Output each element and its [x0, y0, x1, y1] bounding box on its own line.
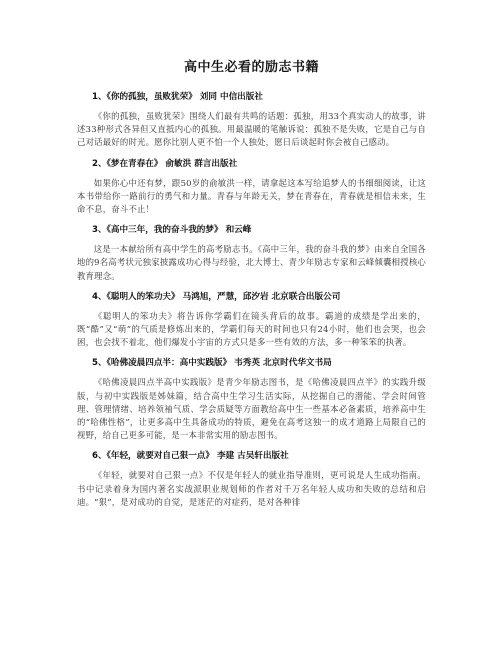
book-item-2 [77, 157, 426, 217]
book-item-6 [77, 449, 426, 509]
book-heading: 1、《你的孤独，虽败犹荣》 刘同 中信出版社 [92, 92, 263, 102]
book-heading: 3、《高中三年，我的奋斗我的梦》 和云峰 [92, 225, 252, 236]
book-description: 《哈佛凌晨四点半高中实践版》是青少年励志图书，是《哈佛凌晨四点半》的实践升级版，与初中实践版是姊妹篇，结合高中生学习生活实际，从挖掘自己的潜能、学会时间管理、管理情绪、培养领袖气质、学会质疑等方面教给高中生一些基本必备素质，培养高中生的“哈佛性格”，让更多高中生具备成功的特质，避免在高考这独一的成才道路上局限自己的视野，给自己更多可能，是一本非常实用的励志图书。 [77, 377, 426, 441]
book-description: 《聪明人的笨功夫》将告诉你学霸们在镜头背后的故事。霸道的成绩是学出来的，既“酷”又“萌”的气质是修炼出来的，学霸们每天的时间也只有24小时，他们也会哭，也会困，也会找不着北，他们爆发小宇宙的方式只是多一些有效的方法，多一种笨笨的执著。 [77, 310, 426, 348]
book-description: 这是一本献给所有高中学生的高考励志书。《高中三年，我的奋斗我的梦》由来自全国各地的9名高考状元独家披露成功心得与经验，北大博士、青少年励志专家和云峰倾囊相授核心教育理念。 [77, 244, 426, 281]
book-item-5 [77, 356, 426, 442]
book-heading: 5、《哈佛凌晨四点半：高中实践版》 韦秀英 北京时代华文书局 [92, 358, 332, 369]
book-heading: 6、《年轻，就要对自己狠一点》 李建 古吴轩出版社 [92, 451, 289, 462]
page-title: 高中生必看的励志书籍 [183, 60, 319, 75]
book-heading: 4、《聪明人的笨功夫》 马鸿旭，严慧，邱汐岩 北京联合出版公司 [92, 291, 341, 302]
book-item-1 [77, 90, 426, 150]
book-item-4 [77, 290, 426, 350]
book-description: 如果你心中还有梦，跟50岁的俞敏洪一样，请拿起这本写给追梦人的书细细阅读，让这本书带给你一路前行的勇气和力量。青春与年龄无关，梦在青春在，青春就是相信未来，生命不息，奋斗不止！ [77, 177, 426, 215]
book-heading: 2、《梦在青春在》 俞敏洪 群言出版社 [92, 158, 238, 169]
book-description: 《你的孤独，虽败犹荣》围绕人们最有共鸣的话题：孤独，用33个真实动人的故事，讲述33种形式各异但又直抵内心的孤独。用最温暖的笔触诉说：孤独不是失败，它是自己与自己对话最好的时光。愿你比别人更不怕一个人独处，愿日后谈起时你会被自己感动。 [77, 111, 426, 148]
book-item-3 [77, 223, 426, 283]
book-description: 《年轻，就要对自己狠一点》不仅是年轻人的就业指导准则，更可说是人生成功指南。书中记录着身为国内著名实战派职业规划师的作者对千万名年轻人成功和失败的总结和启迪。“狠”，是对成功的自觉，是迷茫的对症药，是对各种徘 [77, 470, 426, 507]
